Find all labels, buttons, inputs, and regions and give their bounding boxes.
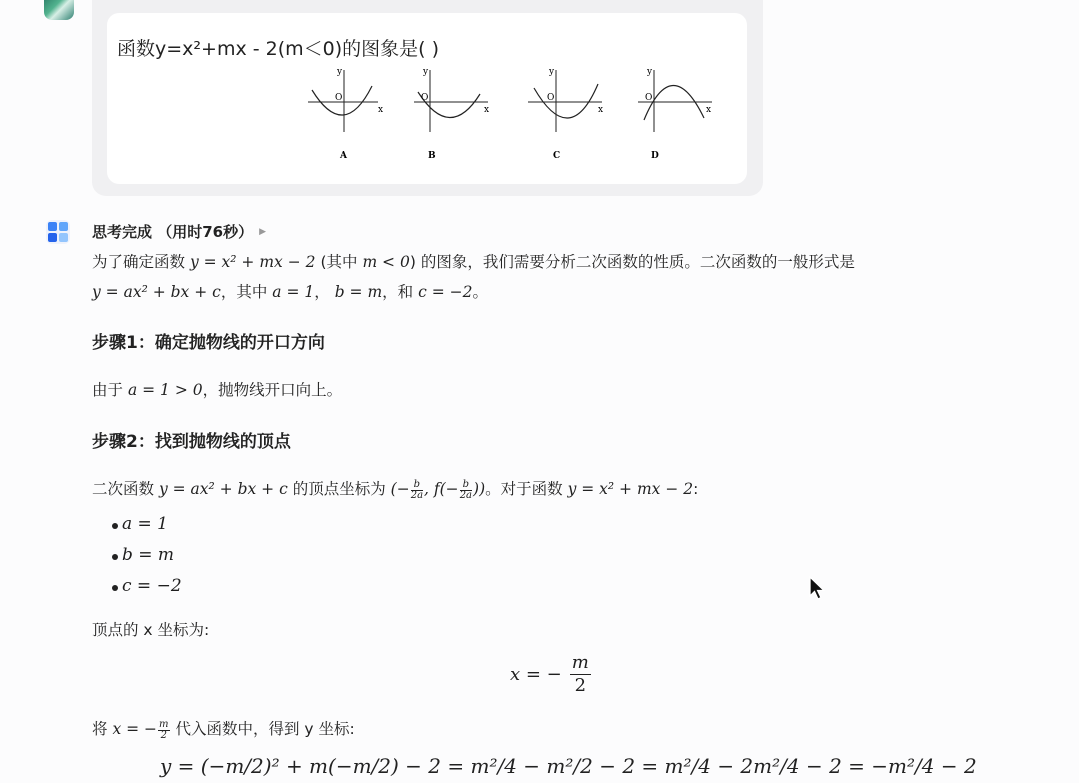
origin-label: O [547, 93, 555, 103]
step1-text: 由于 a = 1 > 0，抛物线开口向上。 [92, 381, 343, 399]
option-a-label: A [340, 151, 347, 161]
assistant-logo-icon [46, 220, 70, 244]
origin-label: O [421, 93, 429, 103]
y-coordinate-equation: y = (−m/2)² + m(−m/2) − 2 = m²/4 − m²/2 − 2 = m²/4 − 2m²/4 − 2 = −m²/4 − 2 [160, 754, 977, 778]
step2-heading: 步骤2：找到抛物线的顶点 [92, 432, 291, 452]
mouse-cursor-icon [808, 576, 826, 602]
x-axis-label: x [706, 105, 712, 115]
x-axis-label: x [598, 105, 604, 115]
option-d-graph [638, 67, 712, 161]
step2-text: 二次函数 y = ax² + bx + c 的顶点坐标为 (− $\frac{b}{2a}$ , f(− $\frac{b}{2a}$ ))。对于函数 y = x² + mx − 2: [92, 478, 699, 501]
x-axis-label: x [378, 105, 384, 115]
question-text: 函数y=x²+mx - 2(m＜0)的图象是( ) [117, 38, 440, 60]
answer-option-graphs [300, 62, 740, 172]
origin-label: O [645, 93, 653, 103]
option-c-label: C [553, 151, 561, 161]
substitute-text: 将 x = − $\frac{m}{2}$ 代入函数中，得到 y 坐标: [92, 718, 355, 741]
option-d-label: D [651, 151, 659, 161]
y-axis-label: y [549, 67, 555, 77]
list-item: b = m [92, 540, 182, 571]
option-b-graph [414, 67, 489, 161]
thinking-toggle[interactable] [92, 221, 266, 242]
x-axis-label: x [484, 105, 490, 115]
chevron-right-icon: ▶ [259, 226, 267, 237]
y-axis-label: y [647, 67, 653, 77]
option-b-label: B [428, 151, 436, 161]
y-axis-label: y [423, 67, 429, 77]
option-a-graph [308, 67, 383, 161]
vertex-x-label: 顶点的 x 坐标为: [92, 621, 210, 639]
vertex-x-equation: x = − $\frac{m}{2}$ [510, 652, 589, 696]
coefficient-list [92, 509, 182, 602]
intro-line-1: 为了确定函数 y = x² + mx − 2 (其中 m < 0) 的图象，我们需要分析二次函数的性质。二次函数的一般形式是 [92, 253, 855, 271]
list-item: a = 1 [92, 509, 182, 540]
list-item: c = −2 [92, 571, 182, 602]
user-avatar [44, 0, 74, 20]
step1-heading: 步骤1：确定抛物线的开口方向 [92, 333, 325, 353]
origin-label: O [335, 93, 343, 103]
option-c-graph [528, 67, 603, 161]
thinking-label: 思考完成 （用时76秒） [92, 223, 254, 241]
intro-line-2: y = ax² + bx + c，其中 a = 1， b = m，和 c = −2。 [92, 283, 488, 301]
y-axis-label: y [337, 67, 343, 77]
